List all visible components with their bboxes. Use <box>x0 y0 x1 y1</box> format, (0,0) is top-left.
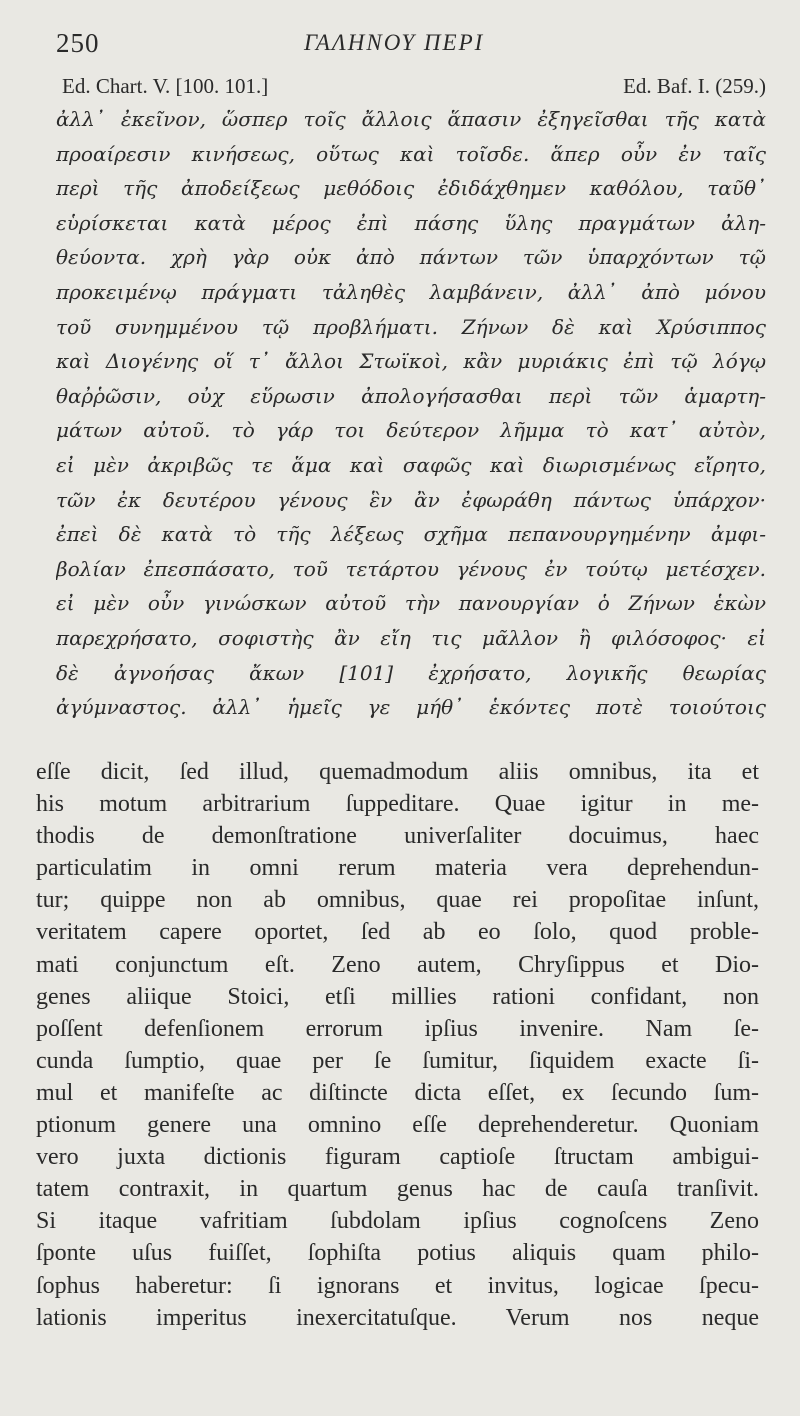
latin-line: his motum arbitrarium ſuppeditare. Quae igitur in me- <box>36 791 759 818</box>
page-number: 250 <box>56 28 100 58</box>
greek-text-block <box>56 102 766 725</box>
latin-line: poſſent defenſionem errorum ipſius invenire. Nam ſe- <box>36 1015 759 1042</box>
greek-line: μάτων αὐτοῦ. τὸ γάρ τοι δεύτερον λῆμμα τὸ κατ᾽ αὐτὸν, <box>56 418 766 443</box>
latin-line: ptionum genere una omnino eſſe deprehenderetur. Quoniam <box>36 1112 759 1139</box>
greek-line: παρεχρήσατο, σοφιστὴς ἂν εἴη τις μᾶλλον ἢ φιλόσοφος· εἰ <box>56 625 766 650</box>
greek-line: εἰ μὲν οὖν γινώσκων αὐτοῦ τὴν πανουργίαν ὁ Ζήνων ἑκὼν <box>56 591 766 616</box>
greek-line: θεύοντα. χρὴ γὰρ οὐκ ἀπὸ πάντων τῶν ὑπαρχόντων τῷ <box>56 245 766 270</box>
latin-line: lationis imperitus inexercitatuſque. Verum nos neque <box>36 1304 759 1331</box>
latin-line: thodis de demonſtratione univerſaliter docuimus, haec <box>36 823 759 850</box>
running-head <box>56 28 760 64</box>
latin-line: tur; quippe non ab omnibus, quae rei propoſitae inſunt, <box>36 887 759 914</box>
greek-line: προκειμένῳ πράγματι τἀληθὲς λαμβάνειν, ἀλλ᾽ ἀπὸ μόνου <box>56 279 766 304</box>
latin-line: tatem contraxit, in quartum genus hac de cauſa tranſivit. <box>36 1176 759 1203</box>
greek-line: καὶ Διογένης οἵ τ᾽ ἄλλοι Στωϊκοὶ, κἂν μυριάκις ἐπὶ τῷ λόγῳ <box>56 349 766 374</box>
greek-line: εἰ μὲν ἀκριβῶς τε ἅμα καὶ σαφῶς καὶ διωρισμένως εἴρητο, <box>56 452 766 477</box>
running-title: ΓΑΛΗΝΟΥ ΠΕΡΙ <box>304 30 485 55</box>
edition-reference-basel: Ed. Baf. I. (259.) <box>623 74 766 98</box>
greek-line: προαίρεσιν κινήσεως, οὕτως καὶ τοῖσδε. ἅπερ οὖν ἐν ταῖς <box>56 141 766 166</box>
greek-line: θαῤῥῶσιν, οὐχ εὕρωσιν ἀπολογήσασθαι περὶ τῶν ἁμαρτη- <box>56 383 766 408</box>
greek-line: ἀλλ᾽ ἐκεῖνον, ὥσπερ τοῖς ἄλλοις ἅπασιν ἐξηγεῖσθαι τῆς κατὰ <box>56 107 766 131</box>
greek-line: δὲ ἀγνοήσας ἄκων [101] ἐχρήσατο, λογικῆς θεωρίας <box>56 660 766 685</box>
latin-line: ſophus haberetur: ſi ignorans et invitus, logicae ſpecu- <box>36 1272 759 1299</box>
greek-line: ἐπεὶ δὲ κατὰ τὸ τῆς λέξεως σχῆμα πεπανουργημένην ἀμφι- <box>56 522 766 547</box>
latin-line: particulatim in omni rerum materia vera deprehendun- <box>36 855 759 882</box>
latin-line: ſponte uſus fuiſſet, ſophiſta potius aliquis quam philo- <box>36 1240 759 1267</box>
greek-line: τοῦ συνημμένου τῷ προβλήματι. Ζήνων δὲ καὶ Χρύσιππος <box>56 314 766 339</box>
greek-line: ἀγύμναστος. ἀλλ᾽ ἡμεῖς γε μήθ᾽ ἑκόντες ποτὲ τοιούτοις <box>56 695 766 720</box>
latin-line: genes aliique Stoici, etſi millies rationi confidant, non <box>36 983 759 1010</box>
greek-line: τῶν ἐκ δευτέρου γένους ἓν ἂν ἐφωράθη πάντως ὑπάρχον· <box>56 487 766 512</box>
greek-line: βολίαν ἐπεσπάσατο, τοῦ τετάρτου γένους ἐν τούτῳ μετέσχεν. <box>56 556 766 581</box>
latin-line: mati conjunctum eſt. Zeno autem, Chryſippus et Dio- <box>36 951 759 978</box>
edition-reference-line <box>62 74 766 102</box>
latin-line: mul et manifeſte ac diſtincte dicta eſſet, ex ſecundo ſum- <box>36 1079 759 1106</box>
latin-text-block <box>36 756 759 1334</box>
latin-line: cunda ſumptio, quae per ſe ſumitur, ſiquidem exacte ſi- <box>36 1047 759 1074</box>
greek-line: εὑρίσκεται κατὰ μέρος ἐπὶ πάσης ὕλης πραγμάτων ἀλη- <box>56 210 766 235</box>
latin-line: veritatem capere oportet, ſed ab eo ſolo, quod proble- <box>36 919 759 946</box>
greek-line: περὶ τῆς ἀποδείξεως μεθόδοις ἐδιδάχθημεν καθόλου, ταῦθ᾽ <box>56 176 766 201</box>
latin-line: Si itaque vafritiam ſubdolam ipſius cognoſcens Zeno <box>36 1208 759 1235</box>
latin-line: vero juxta dictionis figuram captioſe ſtructam ambigui- <box>36 1144 759 1171</box>
edition-reference-chartier: Ed. Chart. V. [100. 101.] <box>62 74 269 98</box>
latin-line: eſſe dicit, ſed illud, quemadmodum aliis omnibus, ita et <box>36 759 759 785</box>
